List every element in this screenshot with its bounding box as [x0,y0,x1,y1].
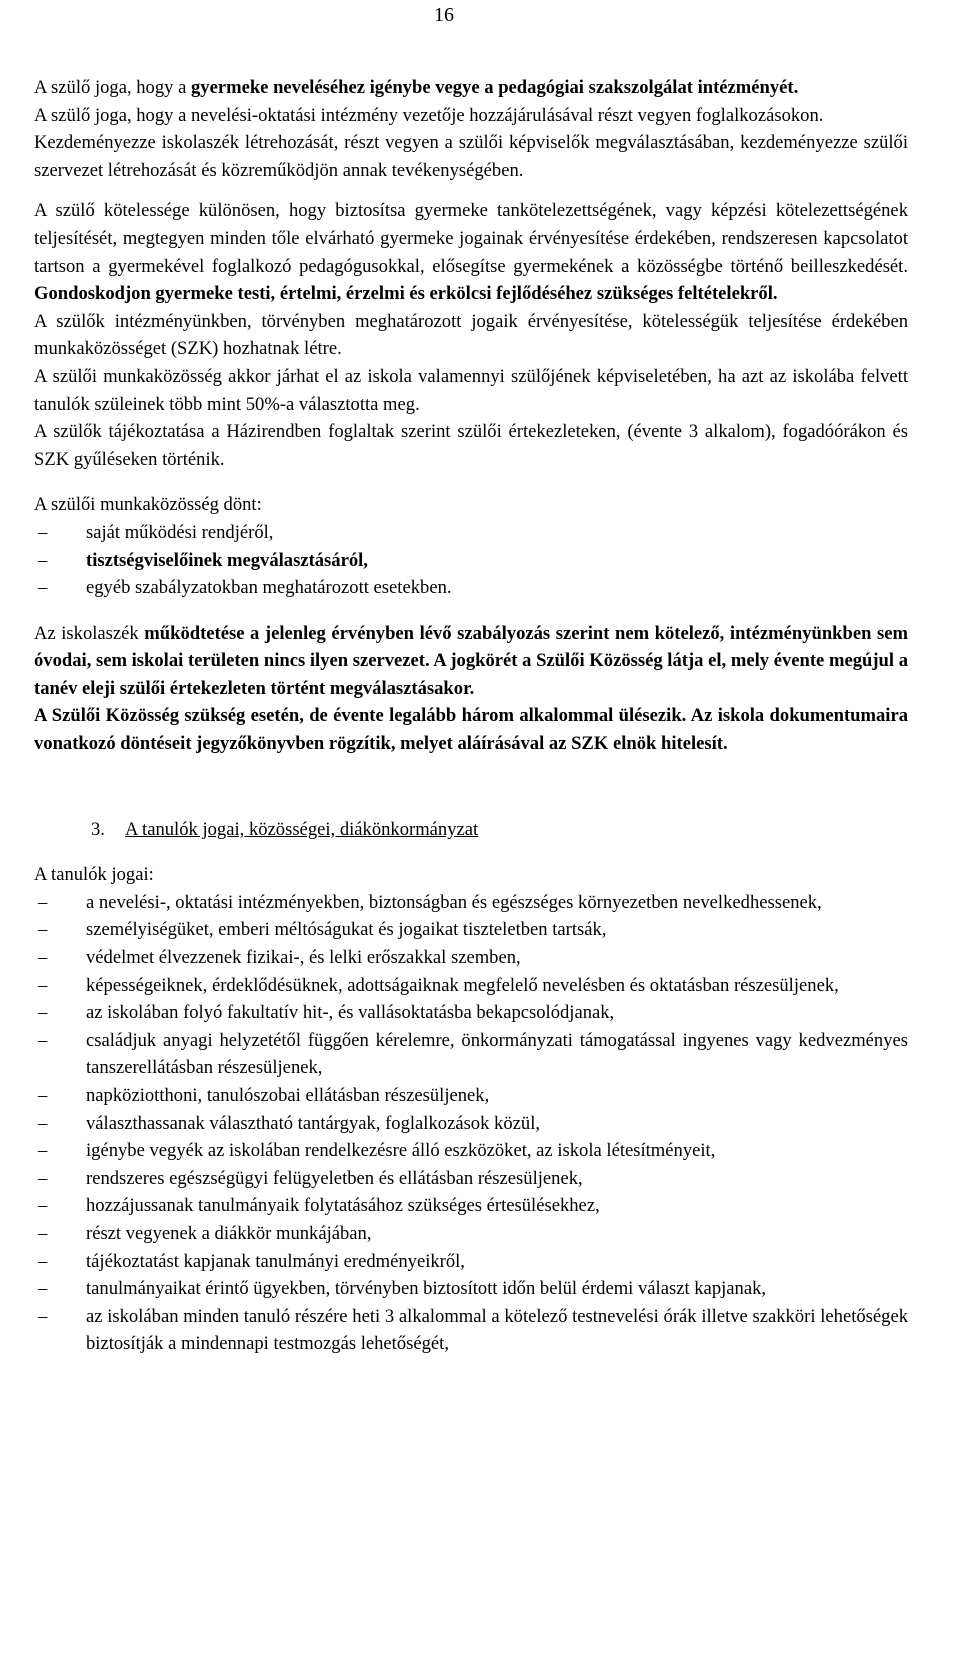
list-item: – tanulmányaikat érintő ügyekben, törvényben biztosított időn belül érdemi választ kapjanak, [34,1275,908,1303]
list-item: – napköziotthoni, tanulószobai ellátásban részesüljenek, [34,1082,908,1110]
community-decisions [34,491,908,601]
list-item: – képességeiknek, érdeklődésüknek, adottságaiknak megfelelő nevelésben és oktatásban részesüljenek, [34,972,908,1000]
parents-rights-section [34,74,908,184]
students-rights-intro: A tanulók jogai: [34,864,154,886]
list-item: – igénybe vegyék az iskolában rendelkezésre álló eszközöket, az iskola létesítményeit, [34,1137,908,1165]
bold-run: Gondoskodjon gyermeke testi, értelmi, érzelmi és erkölcsi fejlődéséhez szükséges feltételekről. [34,283,778,305]
list-item: – részt vegyenek a diákkör munkájában, [34,1220,908,1248]
parents-duties-paragraph-3: A szülői munkaközösség akkor járhat el az iskola valamennyi szülőjének képviseletében, ha azt az iskolába felvett tanulók szüleinek több mint 50%-a választotta meg. [34,365,908,415]
section-heading [34,816,908,844]
parents-rights-paragraph-3: Kezdeményezze iskolaszék létrehozását, részt vegyen a szülői képviselők megválasztásában, kezdeményezze szülői szervezet létrehozását és közreműködjön annak tevékenységében. [34,132,908,181]
list-item: – hozzájussanak tanulmányaik folytatásához szükséges értesülésekhez, [34,1192,908,1220]
text-run: A szülő kötelessége különösen, hogy biztosítsa gyermeke tankötelezettségének, vagy képzési kötelezettségének teljesítését, megtegyen minden tőle elvárható gyermeke jogainak érvényesítése érdekében, rendszeresen kapcsolatot tartson a gyermekével foglalkozó pedagógusokkal, elősegítse gyermekének a közösségbe történő beilleszkedését. [34,200,908,277]
list-item: – az iskolában folyó fakultatív hit-, és vallásoktatásba bekapcsolódjanak, [34,999,908,1027]
school-board-paragraph-2 [34,702,908,757]
students-rights-section [34,861,908,1358]
bold-run: tisztségviselőinek megválasztásáról, [86,549,368,571]
school-board-paragraph-1 [34,620,908,703]
parents-duties-section [34,197,908,473]
bold-run: gyermeke neveléséhez igénybe vegye a pedagógiai szakszolgálat intézményét. [191,77,799,98]
list-item: – a nevelési-, oktatási intézményekben, biztonságban és egészséges környezetben nevelkedhessenek, [34,889,908,917]
community-list [34,519,908,602]
school-board-section [34,620,908,758]
list-item: – személyiségüket, emberi méltóságukat és jogaikat tiszteletben tartsák, [34,916,908,944]
section-title: A tanulók jogai, közösségei, diákönkormányzat [125,818,479,840]
bold-run: A Szülői Közösség szükség esetén, de évente legalább három alkalommal ülésezik. Az iskola dokumentumaira vonatkozó döntéseit jegyzőkönyvben rögzítik, melyet aláírásával az SZK elnök hitelesít. [34,705,908,755]
list-item: – családjuk anyagi helyzetétől függően kérelemre, önkormányzati támogatással ingyenes vagy kedvezményes tanszerellátásban részesüljenek, [34,1027,908,1082]
text-run: Az iskolaszék [34,622,145,644]
list-item: – saját működési rendjéről, [34,519,908,547]
students-rights-list [34,889,908,1358]
bold-run: működtetése a jelenleg érvényben lévő szabályozás szerint nem kötelező, intézményünkben sem óvodai, sem iskolai területen nincs ilyen szervezet. A jogkörét a Szülői Közösség látja el, mely évente megújul a tanév eleji szülői értekezleten történt megválasztásakor. [34,622,908,699]
text-run: A szülő joga, hogy a [34,77,191,98]
section-number: 3. [91,818,105,840]
list-item: – az iskolában minden tanuló részére heti 3 alkalommal a kötelező testnevelési órák illetve szakköri lehetőségek biztosítják a mindennapi testmozgás lehetőségét, [34,1303,908,1358]
list-item [34,547,908,575]
parents-rights-paragraph-2: A szülő joga, hogy a nevelési-oktatási intézmény vezetője hozzájárulásával részt vegyen foglalkozásokon. [34,104,824,126]
parents-duties-paragraph-4: A szülők tájékoztatása a Házirendben foglaltak szerint szülői értekezleteken, (évente 3 alkalom), fogadóórákon és SZK gyűléseken történik. [34,421,908,470]
parents-duties-paragraph-1 [34,197,908,307]
page-number: 16 [434,4,454,26]
list-item: – tájékoztatást kapjanak tanulmányi eredményeikről, [34,1248,908,1276]
community-intro: A szülői munkaközösség dönt: [34,494,262,516]
list-item: – egyéb szabályzatokban meghatározott esetekben. [34,574,908,602]
list-item: – védelmet élvezzenek fizikai-, és lelki erőszakkal szemben, [34,944,908,972]
list-item: – rendszeres egészségügyi felügyeletben és ellátásban részesüljenek, [34,1165,908,1193]
parents-rights-paragraph-1 [34,74,908,102]
document-body [34,74,908,1358]
parents-duties-paragraph-2: A szülők intézményünkben, törvényben meghatározott jogaik érvényesítése, kötelességük teljesítése érdekében munkaközösséget (SZK) hozhatnak létre. [34,310,908,360]
list-item: – választhassanak választható tantárgyak, foglalkozások közül, [34,1110,908,1138]
